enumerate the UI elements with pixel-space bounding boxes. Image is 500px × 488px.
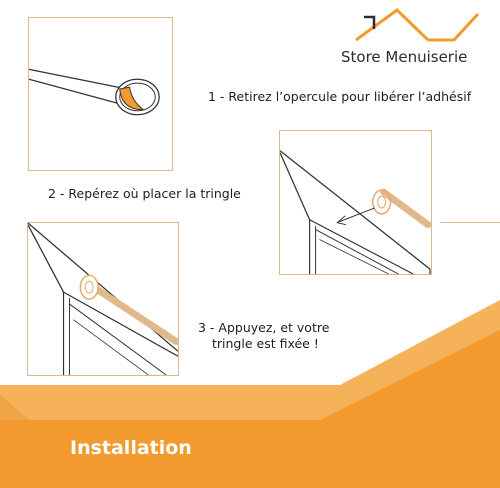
- step-3-text-line-1: 3 - Appuyez, et votre: [198, 320, 330, 335]
- decorative-panel-edge: [440, 222, 500, 223]
- step-3-text-line-2: tringle est fixée !: [212, 336, 319, 351]
- step-1-text: 1 - Retirez l’opercule pour libérer l’adhésif: [208, 89, 472, 104]
- step-2-illustration: [279, 130, 432, 275]
- step-1-illustration: [28, 17, 173, 171]
- brand-name: Store Menuiserie: [341, 48, 468, 66]
- banner-title: Installation: [70, 437, 192, 459]
- step-3-illustration: [27, 222, 179, 376]
- house-roof-icon: [354, 2, 480, 42]
- step-2-text: 2 - Repérez où placer la tringle: [48, 186, 241, 201]
